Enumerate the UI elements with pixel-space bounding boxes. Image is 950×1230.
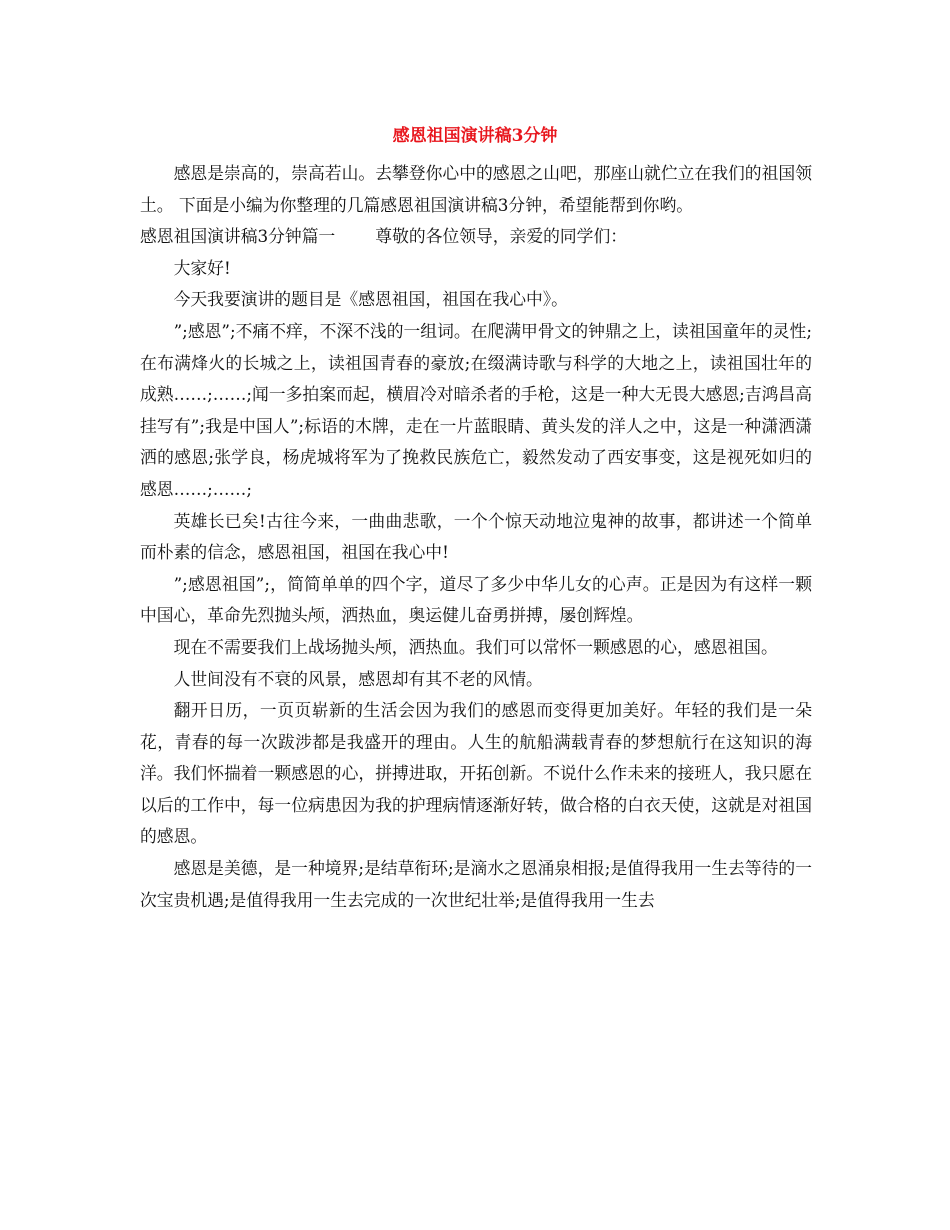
document-title: 感恩祖国演讲稿3分钟 <box>392 126 558 146</box>
paragraph-topic: 今天我要演讲的题目是《感恩祖国，祖国在我心中》。 <box>173 289 568 310</box>
intro-paragraph: 感恩是崇高的，崇高若山。去攀登你心中的感恩之山吧，那座山就伫立在我们的祖国领土。 下面是小编为你整理的几篇感恩祖国演讲稿3分钟，希望能帮到你哟。 <box>140 163 812 215</box>
paragraph-no-battlefield: 现在不需要我们上战场抛头颅，洒热血。我们可以常怀一颗感恩的心，感恩祖国。 <box>173 636 778 657</box>
paragraph-gratitude-history: ”;感恩”;不痛不痒，不深不浅的一组词。在爬满甲骨文的钟鼎之上，读祖国童年的灵性;在布满烽火的长城之上，读祖国青春的豪放;在缀满诗歌与科学的大地之上，读祖国壮年的成熟……;……;闻一多拍案而起，横眉冷对暗杀者的手枪，这是一种大无畏大感恩;吉鸿昌高挂写有”;我是中国人”;标语的木牌，走在一片蓝眼睛、黄头发的洋人之中，这是一种潇洒潇洒的感恩;张学良，杨虎城将军为了挽救民族危亡，毅然发动了西安事变，这是视死如归的感恩……;……; <box>140 320 812 499</box>
salutation: 尊敬的各位领导，亲爱的同学们： <box>375 226 628 247</box>
document-body <box>140 158 812 916</box>
section-heading-line <box>140 221 812 253</box>
paragraph-scenery: 人世间没有不衰的风景，感恩却有其不老的风情。 <box>173 668 543 689</box>
paragraph-greeting: 大家好! <box>173 257 231 278</box>
paragraph-four-words: ”;感恩祖国”;，简简单单的四个字，道尽了多少中华儿女的心声。正是因为有这样一颗中国心，革命先烈抛头颅，洒热血，奥运健儿奋勇拼搏，屡创辉煌。 <box>140 573 812 626</box>
paragraph-heroes: 英雄长已矣!古往今来，一曲曲悲歌，一个个惊天动地泣鬼神的故事，都讲述一个简单而朴素的信念，感恩祖国，祖国在我心中! <box>140 510 812 563</box>
paragraph-calendar: 翻开日历，一页页崭新的生活会因为我们的感恩而变得更加美好。年轻的我们是一朵花，青春的每一次跋涉都是我盛开的理由。人生的航船满载青春的梦想航行在这知识的海洋。我们怀揣着一颗感恩的心，拼搏进取，开拓创新。不说什么作未来的接班人，我只愿在以后的工作中，每一位病患因为我的护理病情逐渐好转，做合格的白衣天使，这就是对祖国的感恩。 <box>140 700 812 847</box>
section-heading: 感恩祖国演讲稿3分钟篇一 <box>140 226 336 247</box>
paragraph-virtue: 感恩是美德，是一种境界;是结草衔环;是滴水之恩涌泉相报;是值得我用一生去等待的一次宝贵机遇;是值得我用一生去完成的一次世纪壮举;是值得我用一生去 <box>140 858 812 910</box>
